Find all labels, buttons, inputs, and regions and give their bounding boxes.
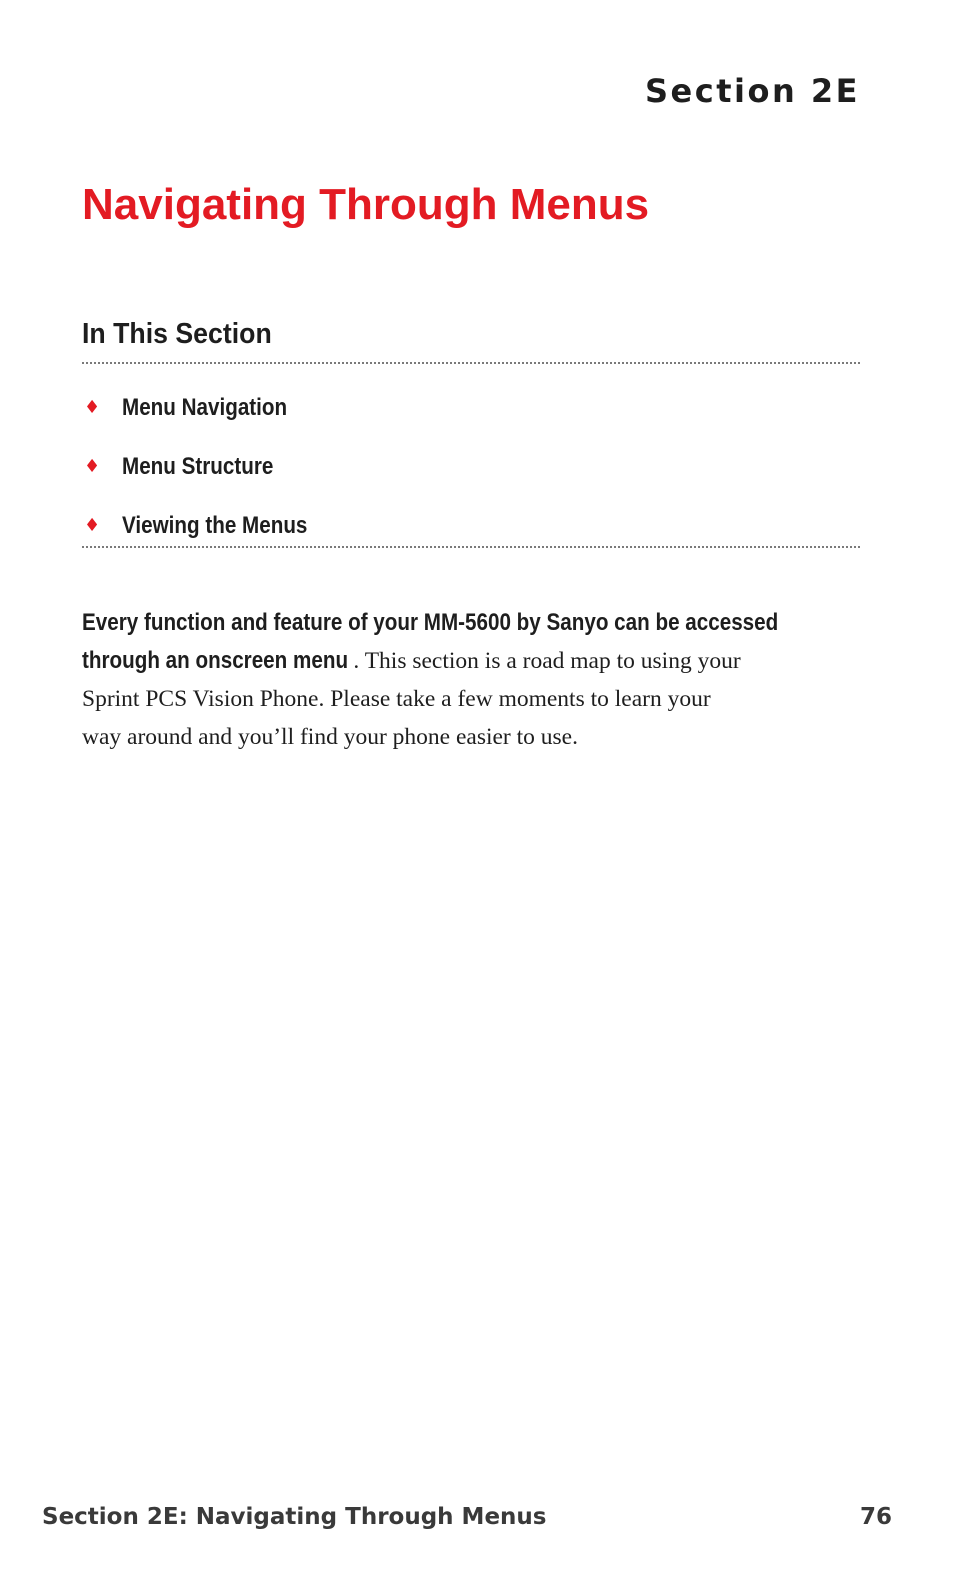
list-item [82,378,338,437]
intro-bold-text: through an onscreen menu [82,647,349,674]
section-label: Section 2E [644,72,860,110]
list-item-label: Menu Structure [122,452,274,480]
diamond-bullet-icon: ♦ [84,515,101,536]
intro-body-text: . This section is a road map to using your [353,648,741,674]
intro-line-4 [82,718,842,756]
in-this-section-heading: In This Section [82,318,272,350]
section-contents-list [82,378,338,555]
page-number: 76 [859,1504,892,1530]
list-item [82,437,338,496]
intro-bold-text: Every function and feature of your MM-5600 by Sanyo can be accessed [82,609,779,636]
dotted-divider-top [82,362,860,364]
dotted-divider-bottom [82,546,860,548]
diamond-bullet-icon: ♦ [84,456,101,477]
intro-body-text: way around and you’ll find your phone easier to use. [82,724,578,750]
list-item-label: Menu Navigation [122,393,288,421]
intro-body-text: Sprint PCS Vision Phone. Please take a few moments to learn your [82,686,711,712]
diamond-bullet-icon: ♦ [84,397,101,418]
intro-line-3 [82,680,842,718]
list-item-label: Viewing the Menus [122,511,308,539]
footer-running-title: Section 2E: Navigating Through Menus [42,1504,547,1530]
intro-line-1 [82,604,842,642]
intro-line-2 [82,642,842,680]
intro-paragraph [82,604,842,756]
page-title: Navigating Through Menus [82,180,650,229]
